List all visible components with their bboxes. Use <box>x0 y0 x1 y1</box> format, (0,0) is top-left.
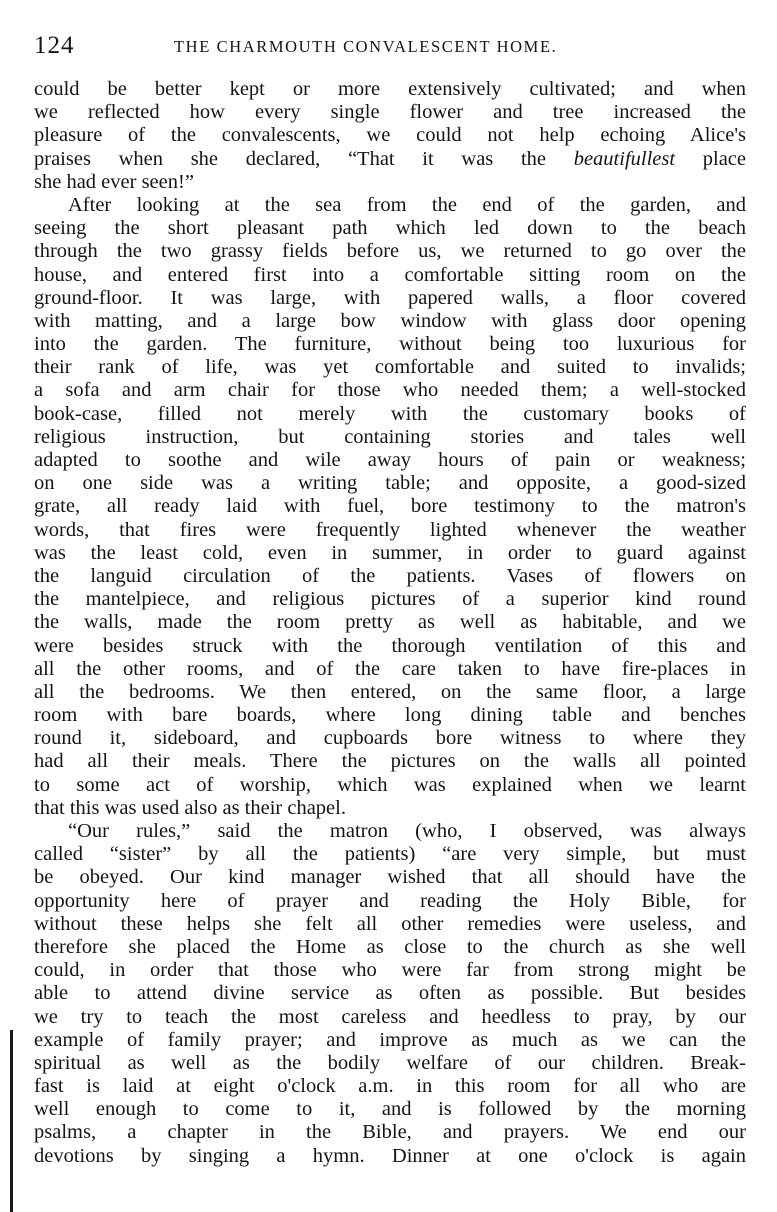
text-line: could, in order that those who were far from strong might be <box>34 959 746 982</box>
italic-emphasis: beautifullest <box>573 147 676 170</box>
text-line: opportunity here of prayer and reading the Holy Bible, for <box>34 889 746 912</box>
text-line: grate, all ready laid with fuel, bore testimony to the matron's <box>34 495 746 518</box>
text-line: example of family prayer; and improve as much as we can the <box>34 1028 746 1051</box>
text-line: ground-floor. It was large, with papered walls, a floor covered <box>34 286 746 309</box>
text-line: house, and entered first into a comfortable sitting room on the <box>34 263 746 286</box>
text-line: she had ever seen!” <box>34 170 194 193</box>
text-segment: place <box>675 147 746 170</box>
text-line: fast is laid at eight o'clock a.m. in this room for all who are <box>34 1075 746 1098</box>
text-line: well enough to come to it, and is followed by the morning <box>34 1098 746 1121</box>
text-line: the walls, made the room pretty as well as habitable, and we <box>34 611 746 634</box>
text-line: seeing the short pleasant path which led down to the beach <box>34 217 746 240</box>
text-line: room with bare boards, where long dining table and benches <box>34 704 746 727</box>
running-head <box>34 32 744 62</box>
text-line: adapted to soothe and wile away hours of pain or weakness; <box>34 449 746 471</box>
page-number: 124 <box>34 32 75 59</box>
text-line: on one side was a writing table; and opposite, a good-sized <box>34 472 746 495</box>
text-line: able to attend divine service as often as possible. But besides <box>34 982 746 1005</box>
text-segment: praises when she declared, “That it was the <box>34 147 574 170</box>
text-line <box>34 148 746 171</box>
body-text <box>34 78 746 1168</box>
text-line: the languid circulation of the patients. Vases of flowers on <box>34 564 746 587</box>
text-line: the mantelpiece, and religious pictures of a superior kind round <box>34 588 746 611</box>
text-line: had all their meals. There the pictures on the walls all pointed <box>34 750 746 773</box>
text-line: into the garden. The furniture, without being too luxurious for <box>34 333 746 356</box>
text-line: we reflected how every single flower and tree increased the <box>34 101 746 124</box>
page-edge-rule <box>10 1030 13 1212</box>
text-line: with matting, and a large bow window with glass door opening <box>34 309 746 332</box>
text-line: to some act of worship, which was explained when we learnt <box>34 773 746 796</box>
running-title: THE CHARMOUTH CONVALESCENT HOME. <box>174 37 558 56</box>
text-line: through the two grassy fields before us, we returned to go over the <box>34 240 746 263</box>
text-line: psalms, a chapter in the Bible, and prayers. We end our <box>34 1121 746 1144</box>
text-line: devotions by singing a hymn. Dinner at one o'clock is again <box>34 1144 746 1167</box>
text-line: that this was used also as their chapel. <box>34 796 346 819</box>
text-line: book-case, filled not merely with the customary books of <box>34 402 746 425</box>
paragraph-start-line: “Our rules,” said the matron (who, I observed, was always <box>68 820 746 842</box>
text-line: spiritual as well as the bodily welfare of our children. Break- <box>34 1051 746 1074</box>
text-line: a sofa and arm chair for those who needed them; a well-stocked <box>34 379 746 402</box>
text-line: all the bedrooms. We then entered, on the same floor, a large <box>34 680 746 703</box>
text-line: round it, sideboard, and cupboards bore witness to where they <box>34 727 746 750</box>
text-line: be obeyed. Our kind manager wished that all should have the <box>34 866 746 889</box>
paragraph-start-line: After looking at the sea from the end of the garden, and <box>68 193 746 216</box>
text-line: without these helps she felt all other remedies were useless, and <box>34 912 746 935</box>
text-line: religious instruction, but containing stories and tales well <box>34 425 746 448</box>
text-line: their rank of life, was yet comfortable and suited to invalids; <box>34 356 746 379</box>
text-line: therefore she placed the Home as close to the church as she well <box>34 935 746 958</box>
text-line: we try to teach the most careless and heedless to pray, by our <box>34 1005 746 1028</box>
text-line: could be better kept or more extensively cultivated; and when <box>34 78 746 100</box>
text-line: called “sister” by all the patients) “are very simple, but must <box>34 843 746 866</box>
text-line: all the other rooms, and of the care taken to have fire-places in <box>34 657 746 680</box>
text-line: words, that fires were frequently lighted whenever the weather <box>34 518 746 541</box>
text-line: were besides struck with the thorough ventilation of this and <box>34 634 746 657</box>
text-line: pleasure of the convalescents, we could not help echoing Alice's <box>34 124 746 147</box>
text-line: was the least cold, even in summer, in order to guard against <box>34 541 746 564</box>
